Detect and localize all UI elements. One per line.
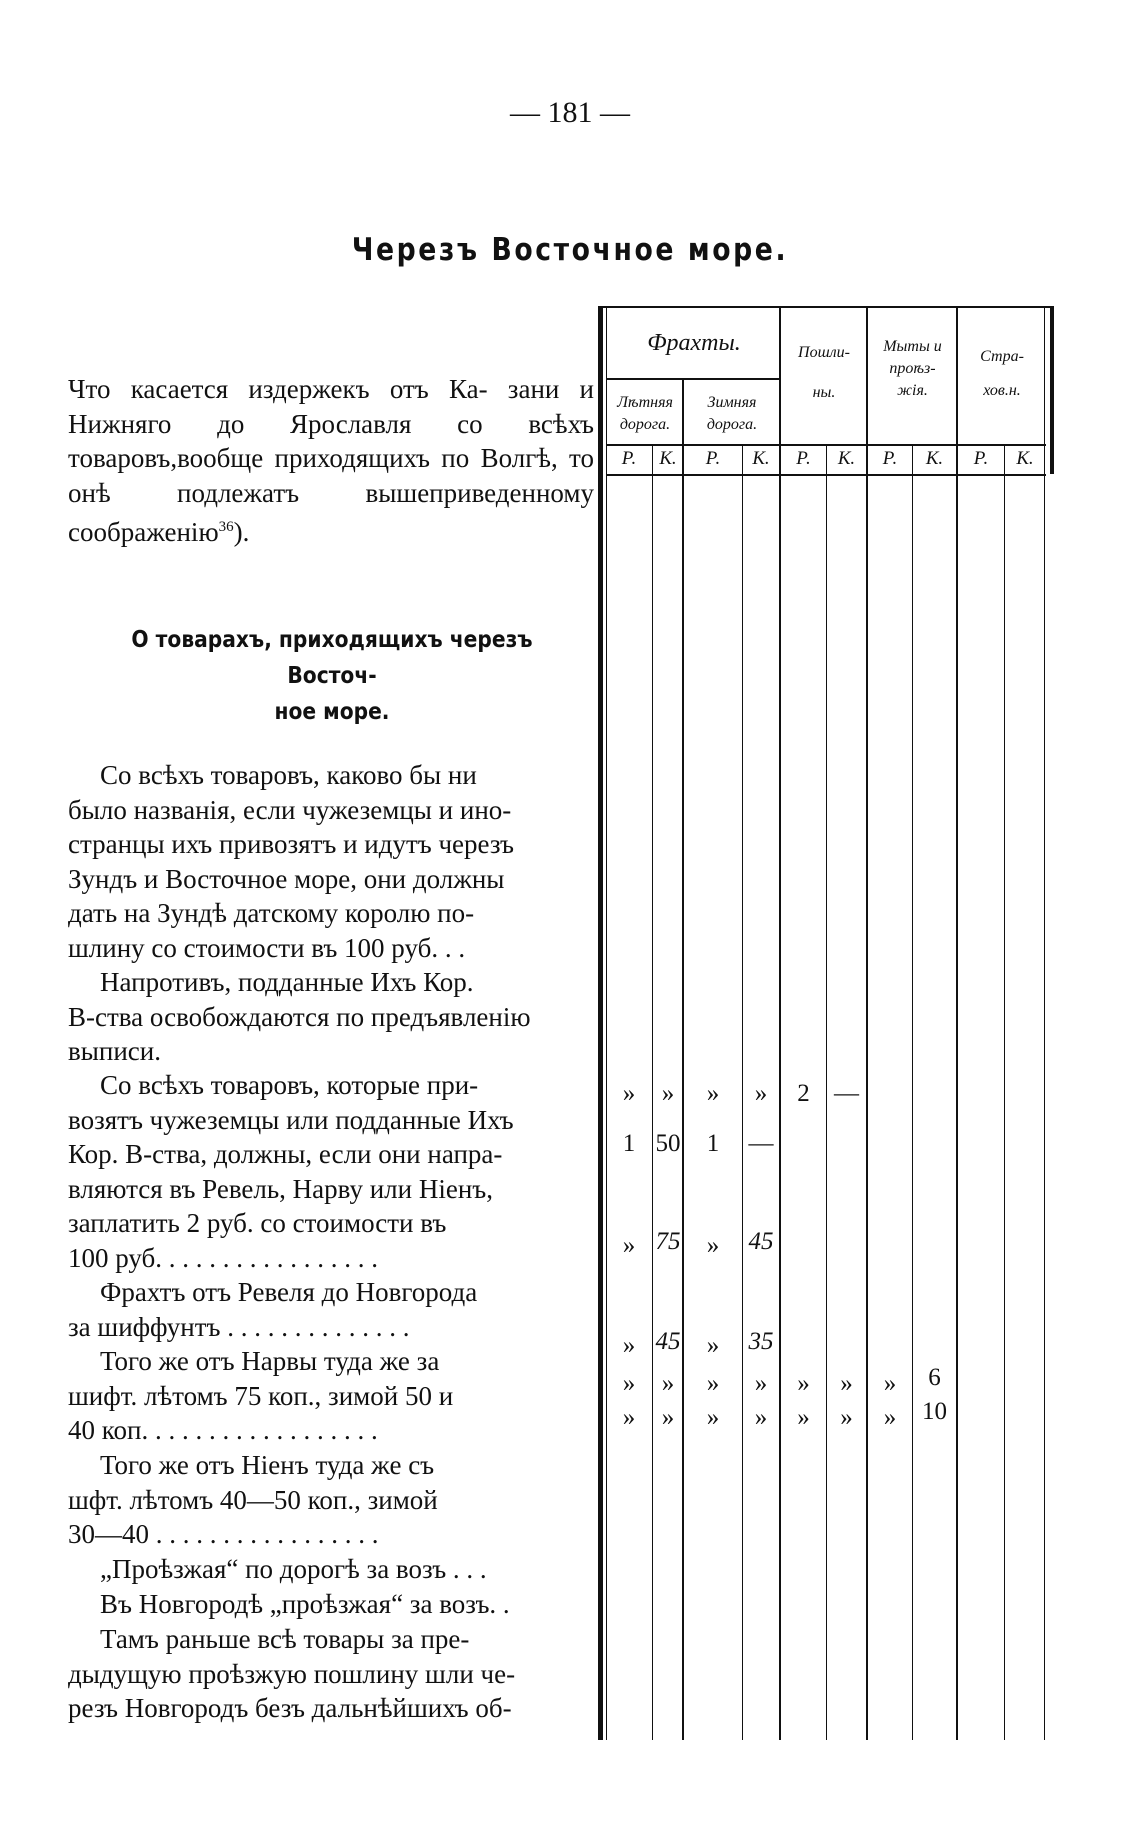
table-rule bbox=[1004, 444, 1005, 1740]
header-line: проѣз- bbox=[889, 360, 936, 377]
section-title: Черезъ Восточное море. bbox=[351, 232, 789, 268]
text-line: Со всѣхъ товаровъ, которые при- bbox=[100, 1070, 479, 1100]
text-line: дать на Зундѣ датскому королю по- bbox=[68, 898, 475, 928]
unit-kop: К. bbox=[925, 448, 944, 469]
header-line: Мыты и bbox=[883, 338, 942, 355]
text-line: ). bbox=[233, 517, 250, 547]
text-line: 100 руб. . . . . . . . . . . . . . . . . bbox=[68, 1242, 379, 1273]
paragraph-road-toll bbox=[68, 1552, 594, 1587]
table-cell: 45 bbox=[655, 1328, 681, 1355]
text-line: Тамъ раньше всѣ товары за пре- bbox=[100, 1624, 470, 1654]
header-tolls bbox=[868, 336, 957, 402]
table-rule bbox=[606, 444, 1046, 446]
table-border-right bbox=[1050, 306, 1054, 474]
text-line: „Проѣзжая“ по дорогѣ за возъ . . . bbox=[100, 1554, 487, 1584]
table-cell: » bbox=[622, 1404, 636, 1431]
text-line: зани и Нижняго до Ярославля со всѣхъ bbox=[68, 374, 595, 439]
table-cell: » bbox=[706, 1080, 720, 1107]
table-cell: » bbox=[797, 1404, 810, 1431]
table-cell: » bbox=[840, 1404, 853, 1431]
table-cell: » bbox=[661, 1080, 675, 1107]
text-line: Того же отъ Ніенъ туда же съ bbox=[100, 1450, 435, 1480]
table-rule bbox=[606, 378, 780, 380]
table-cell: 6 bbox=[928, 1364, 941, 1391]
table-cell: » bbox=[622, 1232, 636, 1259]
footnote-ref: 36 bbox=[218, 519, 234, 535]
subheading bbox=[103, 622, 561, 730]
table-cell: » bbox=[706, 1370, 720, 1397]
text-line: шфт. лѣтомъ 40—50 коп., зимой bbox=[68, 1484, 438, 1515]
table-border-left bbox=[598, 306, 603, 1740]
table-cell: » bbox=[622, 1332, 636, 1359]
header-winter-road bbox=[684, 392, 780, 436]
text-line: Зундъ и Восточное море, они должны bbox=[68, 863, 505, 894]
text-line: Со всѣхъ товаровъ, каково бы ни bbox=[100, 760, 477, 790]
table-cell: » bbox=[622, 1080, 636, 1107]
text-line: товаровъ,вообще приходящихъ по Волгѣ, bbox=[68, 443, 558, 473]
table-cell: 45 bbox=[748, 1228, 774, 1255]
table-rule bbox=[606, 474, 1046, 476]
unit-rub: Р. bbox=[973, 448, 989, 469]
paragraph-novgorod-earlier bbox=[68, 1622, 594, 1726]
tariff-table bbox=[598, 306, 1054, 1740]
unit-kop: К. bbox=[837, 448, 856, 469]
header-line: Лѣтняя bbox=[617, 394, 673, 411]
table-cell: — bbox=[834, 1080, 859, 1107]
table-cell: » bbox=[754, 1080, 768, 1107]
table-cell: » bbox=[706, 1232, 720, 1259]
text-line: резъ Новгородъ безъ дальнѣйшихъ об- bbox=[68, 1693, 512, 1723]
table-cell: » bbox=[840, 1370, 853, 1397]
text-line: 30—40 . . . . . . . . . . . . . . . . . bbox=[68, 1519, 379, 1549]
table-cell: 50 bbox=[655, 1130, 681, 1157]
subheading-line: ное море. bbox=[274, 699, 390, 725]
table-cell: » bbox=[883, 1404, 897, 1431]
unit-kop: К. bbox=[1016, 448, 1034, 469]
paragraph-novgorod-toll bbox=[68, 1587, 594, 1622]
text-line: за шиффунтъ . . . . . . . . . . . . . . bbox=[68, 1311, 410, 1342]
paragraph-freight-narva bbox=[68, 1344, 594, 1448]
table-cell: » bbox=[883, 1370, 897, 1397]
unit-rub: Р. bbox=[621, 448, 637, 469]
header-freight: Фрахты. bbox=[647, 330, 741, 356]
table-cell: » bbox=[661, 1370, 675, 1397]
table-cell: 1 bbox=[622, 1130, 636, 1157]
text-line: соображенію bbox=[68, 517, 219, 547]
page-number: — 181 — bbox=[510, 96, 630, 129]
text-line: Фрахтъ отъ Ревеля до Новгорода bbox=[100, 1277, 478, 1307]
text-line: странцы ихъ привозятъ и идутъ черезъ bbox=[68, 829, 515, 859]
paragraph-reval-narva bbox=[68, 1068, 594, 1275]
text-line: шлину со стоимости въ 100 руб. . . bbox=[68, 932, 466, 963]
header-line: Зимняя bbox=[707, 394, 757, 411]
text-line: заплатить 2 руб. со стоимости въ bbox=[68, 1208, 447, 1238]
table-rule bbox=[1044, 306, 1045, 1740]
header-line: Пошли- bbox=[798, 344, 850, 361]
text-line: 40 коп. . . . . . . . . . . . . . . . . . bbox=[68, 1415, 378, 1445]
table-rule bbox=[956, 306, 958, 1740]
header-duties bbox=[781, 342, 867, 404]
intro-paragraph bbox=[68, 372, 594, 550]
header-summer-road bbox=[606, 392, 684, 436]
table-cell: 1 bbox=[706, 1130, 720, 1157]
paragraph-freight-reval bbox=[68, 1275, 594, 1344]
text-line: Того же отъ Нарвы туда же за bbox=[100, 1346, 440, 1376]
text-line: шифт. лѣтомъ 75 коп., зимой 50 и bbox=[68, 1380, 454, 1411]
header-line: ны. bbox=[812, 384, 836, 401]
table-rule bbox=[779, 306, 781, 1740]
paragraph-sound-duty bbox=[68, 758, 594, 965]
text-line: Что касается издержекъ отъ Ка- bbox=[68, 374, 488, 404]
table-rule bbox=[606, 306, 607, 1740]
unit-kop: К. bbox=[659, 448, 677, 469]
header-line: хов.н. bbox=[983, 382, 1021, 399]
unit-rub: Р. bbox=[882, 448, 898, 469]
text-line: вляются въ Ревель, Нарву или Ніенъ, bbox=[68, 1173, 493, 1204]
text-line: Въ Новгородѣ „проѣзжая“ за возъ. . bbox=[100, 1589, 510, 1619]
text-line: В-ства освобождаются по предъявленію bbox=[68, 1001, 531, 1032]
table-cell: » bbox=[622, 1370, 636, 1397]
unit-rub: Р. bbox=[796, 448, 811, 469]
table-rule bbox=[682, 378, 684, 1740]
header-insurance bbox=[958, 346, 1046, 402]
table-cell: » bbox=[661, 1404, 675, 1431]
text-line: Кор. В-ства, должны, если они напра- bbox=[68, 1139, 503, 1169]
text-line: возятъ чужеземцы или подданные Ихъ bbox=[68, 1104, 514, 1135]
table-cell: » bbox=[754, 1370, 768, 1397]
paragraph-freight-nyen bbox=[68, 1448, 594, 1552]
table-cell: » bbox=[706, 1332, 720, 1359]
text-line: выписи. bbox=[68, 1036, 161, 1066]
subheading-line: О товарахъ, приходящихъ черезъ Восточ- bbox=[131, 627, 533, 689]
unit-rub: Р. bbox=[705, 448, 721, 469]
header-line: дорога. bbox=[619, 416, 671, 433]
table-cell: » bbox=[797, 1370, 810, 1397]
text-line: было названія, если чужеземцы и ино- bbox=[68, 794, 512, 825]
table-cell: 75 bbox=[655, 1228, 681, 1255]
table-rule bbox=[912, 444, 913, 1740]
unit-kop: К. bbox=[752, 448, 770, 469]
table-cell: — bbox=[748, 1130, 774, 1157]
paragraph-exemption bbox=[68, 965, 594, 1069]
table-cell: » bbox=[754, 1404, 768, 1431]
table-rule bbox=[598, 306, 1054, 308]
table-cell: » bbox=[706, 1404, 720, 1431]
table-cell: 35 bbox=[748, 1328, 774, 1355]
header-line: дорога. bbox=[706, 416, 758, 433]
table-cell: 2 bbox=[797, 1080, 810, 1107]
text-line: дыдущую проѣзжую пошлину шли че- bbox=[68, 1658, 516, 1689]
text-line: Напротивъ, подданные Ихъ Кор. bbox=[100, 967, 474, 997]
text-line: то онѣ подлежатъ вышеприведенному bbox=[68, 443, 594, 508]
header-line: Стра- bbox=[980, 348, 1024, 365]
table-rule bbox=[866, 306, 868, 1740]
header-line: жія. bbox=[897, 382, 928, 399]
table-cell: 10 bbox=[922, 1398, 947, 1425]
